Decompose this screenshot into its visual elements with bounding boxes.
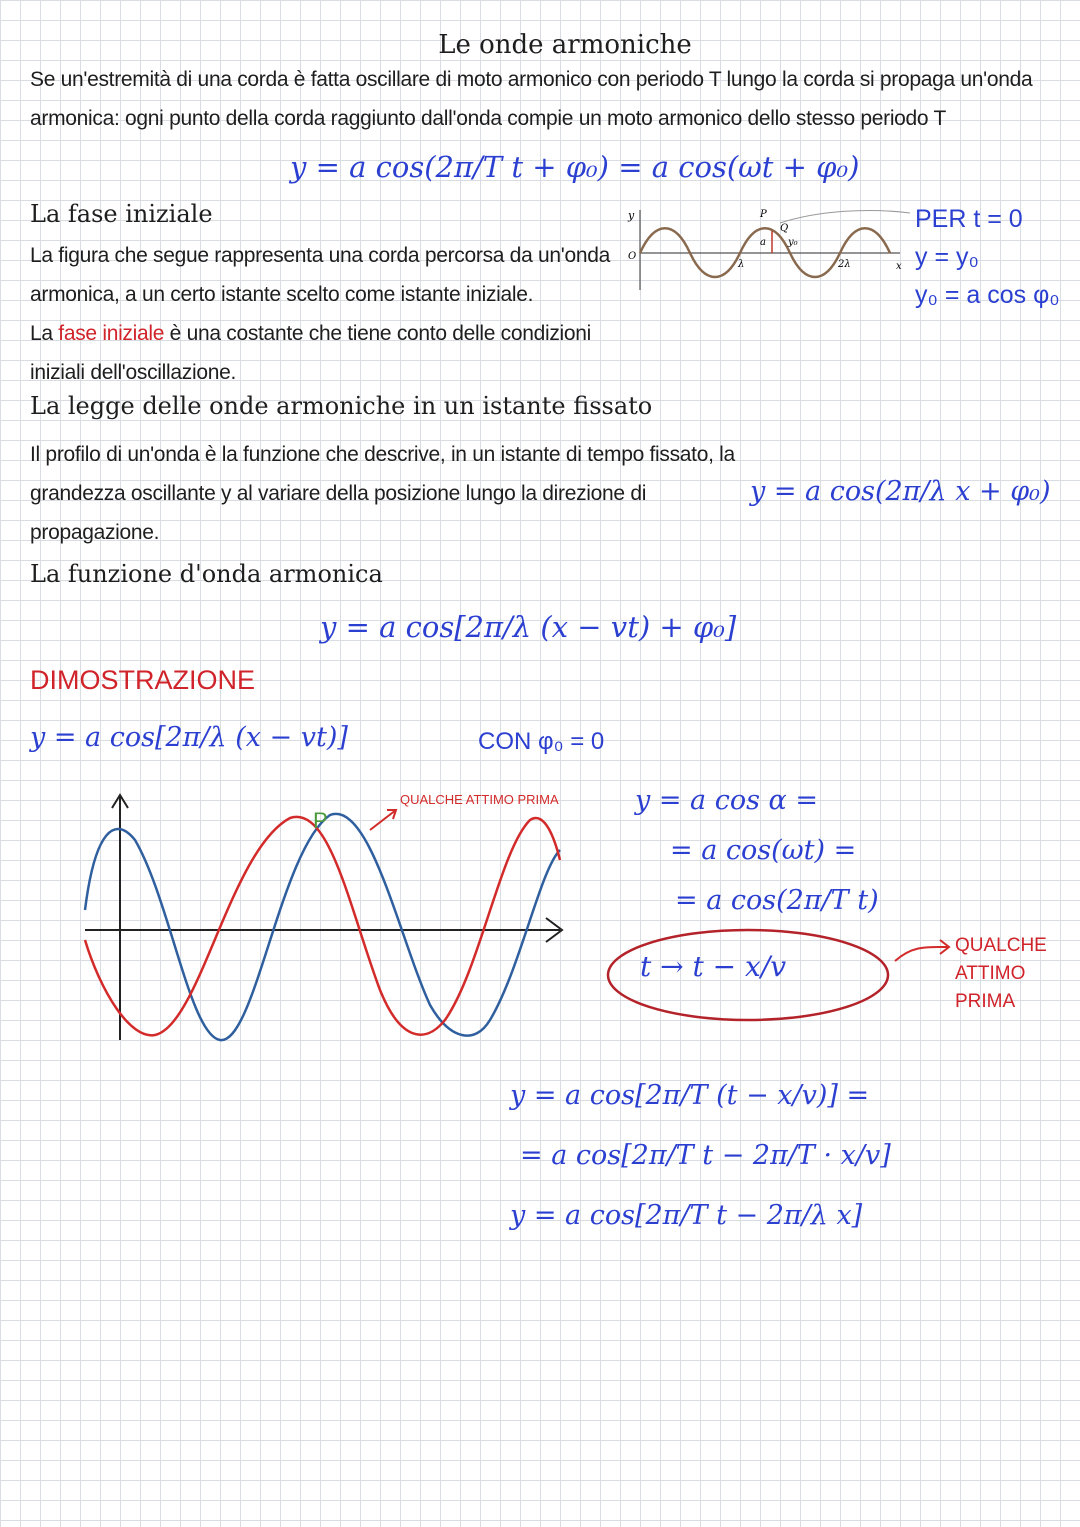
phase-note-line3: y₀ = a cos φ₀ [915, 281, 1060, 309]
substitution: t → t − x/v [640, 950, 787, 983]
intro-text: Se un'estremità di una corda è fatta oscillare di moto armonico con periodo T lungo la corda si propaga un'onda armonica: ogni punto della corda raggiunto dall'onda compie un moto armonico dello stesso periodo T [30, 68, 1033, 130]
fig-label-o: O [628, 251, 637, 262]
demo-heading: DIMOSTRAZIONE [30, 665, 256, 695]
phase-text-2 [30, 314, 630, 392]
fig-label-lambda: λ [738, 259, 745, 270]
fig-label-a: a [760, 237, 766, 248]
graph-point-p: P [313, 808, 328, 833]
fig-label-y: y [628, 209, 635, 222]
step-2: = a cos(ωt) = [670, 835, 857, 866]
fig-label-y0: y₀ [788, 237, 798, 248]
phase-text-1: La figura che segue rappresenta una corda percorsa da un'onda armonica, a un certo istante scelto come istante iniziale. [30, 244, 610, 306]
red-wave [85, 817, 560, 1035]
phase-text-2-post: è una costante che tiene conto delle condizioni iniziali dell'oscillazione. [30, 322, 592, 384]
phase-note [915, 200, 1060, 314]
fig-arrow [780, 210, 910, 223]
wave-graph [80, 790, 580, 1050]
step-4: y = a cos[2π/T (t − x/v)] = [510, 1080, 870, 1111]
law-heading: La legge delle onde armoniche in un istante fissato [30, 392, 653, 420]
demo-condition: CON φ₀ = 0 [478, 728, 605, 755]
phase-highlight: fase iniziale [58, 322, 165, 345]
step-6: y = a cos[2π/T t − 2π/λ x] [510, 1200, 863, 1231]
side-note: QUALCHE ATTIMO PRIMA [955, 935, 1047, 1012]
law-formula: y = a cos(2π/λ x + φ₀) [750, 476, 1051, 507]
graph-note-arrow [370, 810, 396, 830]
phase-text-2-pre: La [30, 322, 59, 345]
main-formula: y = a cos(2π/T t + φ₀) = a cos(ωt + φ₀) [290, 150, 860, 184]
phase-heading: La fase iniziale [30, 200, 213, 228]
wave-heading: La funzione d'onda armonica [30, 560, 383, 588]
initial-phase-figure [620, 205, 910, 295]
step-5: = a cos[2π/T t − 2π/T · x/v] [520, 1140, 891, 1171]
wave-formula: y = a cos[2π/λ (x − vt) + φ₀] [320, 610, 737, 644]
demo-formula: y = a cos[2π/λ (x − vt)] [30, 722, 348, 753]
blue-wave [85, 814, 560, 1040]
fig-label-2lambda: 2λ [838, 259, 851, 270]
step-3: = a cos(2π/T t) [675, 885, 879, 916]
substitution-arrow [893, 935, 953, 965]
graph-note: QUALCHE ATTIMO PRIMA [400, 792, 559, 807]
phase-note-line1: PER t = 0 [915, 205, 1023, 233]
fig-label-q: Q [780, 223, 789, 234]
fig-label-x: x [896, 261, 902, 272]
page-title: Le onde armoniche [438, 30, 692, 60]
fig-label-p: P [760, 209, 767, 220]
step-1: y = a cos α = [635, 785, 818, 816]
phase-note-line2: y = y₀ [915, 243, 979, 271]
law-text: Il profilo di un'onda è la funzione che descrive, in un istante di tempo fissato, la grandezza oscillante y al variare della posizione lungo la direzione di propagazione. [30, 443, 735, 544]
